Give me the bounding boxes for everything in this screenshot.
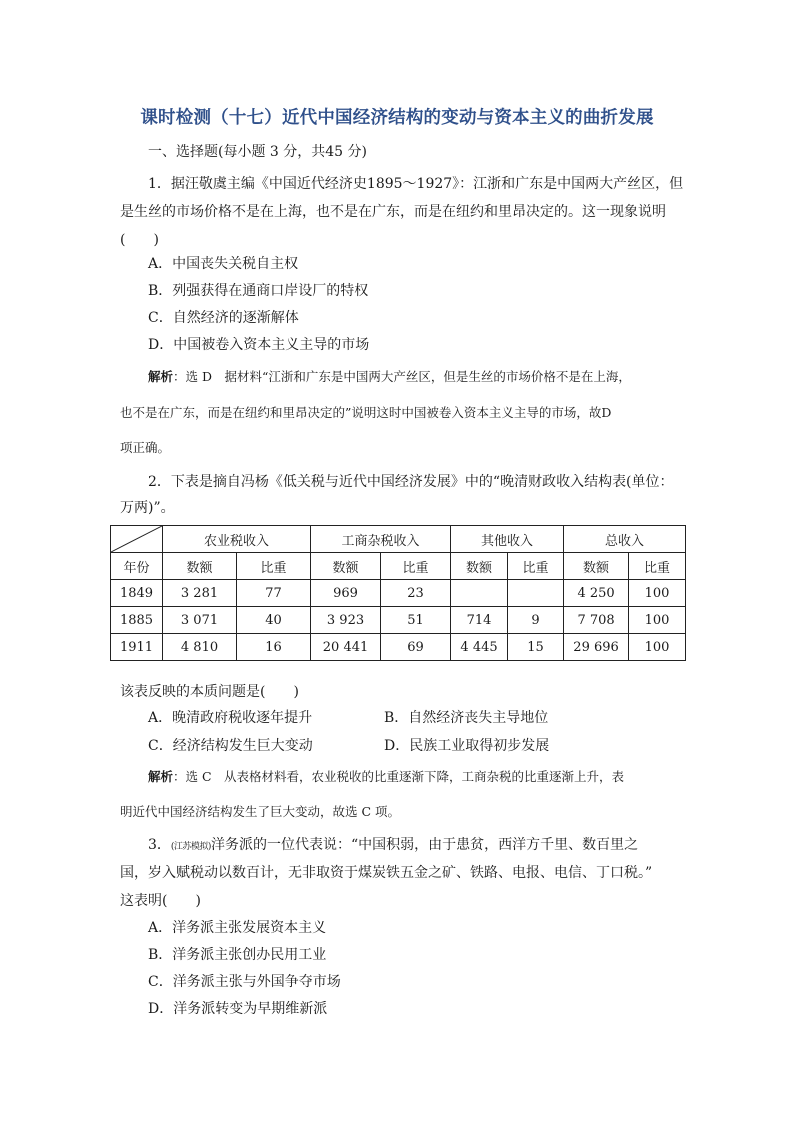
table-cell: 3 071	[163, 607, 237, 634]
q1-option-a: A．中国丧失关税自主权	[148, 256, 299, 272]
q3-option-b: B．洋务派主张创办民用工业	[148, 947, 327, 963]
finance-table	[110, 525, 686, 661]
sub-header: 数额	[163, 553, 237, 580]
q3-stem-line1	[148, 835, 638, 857]
table-cell: 29 696	[564, 634, 629, 661]
q2-option-b: B．自然经济丧失主导地位	[384, 710, 549, 726]
table-cell: 100	[629, 607, 686, 634]
table-cell: 15	[508, 634, 564, 661]
q3-option-c: C．洋务派主张与外国争夺市场	[148, 974, 341, 990]
q2-question: 该表反映的本质问题是( )	[120, 684, 299, 700]
sub-header: 数额	[451, 553, 508, 580]
q3-source-note: (江苏模拟)	[170, 842, 211, 852]
table-corner-cell	[111, 526, 163, 553]
sub-header: 比重	[508, 553, 564, 580]
q3-stem-line3: 这表明( )	[120, 893, 201, 909]
q3-option-a: A．洋务派主张发展资本主义	[148, 920, 327, 936]
table-cell: 51	[381, 607, 451, 634]
table-cell: 23	[381, 580, 451, 607]
table-cell: 100	[629, 634, 686, 661]
group-header: 其他收入	[451, 526, 564, 553]
table-cell: 77	[237, 580, 311, 607]
table-header-row	[111, 526, 686, 553]
q1-analysis-text: ：选 D 据材料“江浙和广东是中国两大产丝区，但是生丝的市场价格不是在上海，	[173, 369, 631, 384]
table-cell: 4 810	[163, 634, 237, 661]
table-cell: 1885	[111, 607, 163, 634]
q2-stem-line1: 2．下表是摘自冯杨《低关税与近代中国经济发展》中的“晚清财政收入结构表(单位：	[148, 474, 674, 490]
q2-stem-line2: 万两)”。	[120, 500, 175, 516]
table-cell	[508, 580, 564, 607]
table-cell: 16	[237, 634, 311, 661]
table-cell: 714	[451, 607, 508, 634]
group-header: 工商杂税收入	[311, 526, 451, 553]
sub-header: 比重	[629, 553, 686, 580]
q2-analysis-text: ：选 C 从表格材料看，农业税收的比重逐渐下降，工商杂税的比重逐渐上升，表	[173, 769, 625, 784]
table-subheader-row	[111, 553, 686, 580]
q3-number: 3．	[148, 837, 171, 853]
table-row	[111, 634, 686, 661]
q1-stem-line2: 是生丝的市场价格不是在上海，也不是在广东，而是在纽约和里昂决定的。这一现象说明	[120, 204, 666, 220]
sub-header: 数额	[311, 553, 381, 580]
group-header: 农业税收入	[163, 526, 311, 553]
q1-analysis-line2: 也不是在广东，而是在纽约和里昂决定的”说明这时中国被卷入资本主义主导的市场，故D	[120, 405, 612, 420]
sub-header: 比重	[381, 553, 451, 580]
q3-stem-text: 洋务派的一位代表说：“中国积弱，由于患贫，西洋方千里、数百里之	[210, 837, 639, 853]
q3-option-d: D．洋务派转变为早期维新派	[148, 1001, 328, 1017]
group-header: 总收入	[564, 526, 686, 553]
q1-option-b: B．列强获得在通商口岸设厂的特权	[148, 283, 369, 299]
sub-header: 数额	[564, 553, 629, 580]
table-cell: 9	[508, 607, 564, 634]
table-row	[111, 580, 686, 607]
q2-analysis-line2: 明近代中国经济结构发生了巨大变动，故选 C 项。	[120, 804, 401, 819]
table-cell: 69	[381, 634, 451, 661]
table-cell: 7 708	[564, 607, 629, 634]
table-cell: 20 441	[311, 634, 381, 661]
table-cell: 4 445	[451, 634, 508, 661]
q1-analysis-label: 解析	[148, 369, 174, 384]
table-row	[111, 607, 686, 634]
table-cell: 3 281	[163, 580, 237, 607]
sub-header: 比重	[237, 553, 311, 580]
q2-option-d: D．民族工业取得初步发展	[384, 738, 550, 754]
q1-stem-line1: 1．据汪敬虞主编《中国近代经济史1895～1927》：江浙和广东是中国两大产丝区，但	[148, 176, 684, 192]
table-cell: 100	[629, 580, 686, 607]
q2-analysis-line1	[148, 767, 624, 787]
q1-analysis-line3: 项正确。	[120, 440, 171, 455]
q1-option-c: C．自然经济的逐渐解体	[148, 310, 299, 326]
table-cell: 1849	[111, 580, 163, 607]
page-title: 课时检测（十七）近代中国经济结构的变动与资本主义的曲折发展	[140, 108, 654, 128]
table-cell: 1911	[111, 634, 163, 661]
section-header: 一、选择题(每小题 3 分，共45 分)	[148, 144, 367, 160]
table-cell	[451, 580, 508, 607]
q1-option-d: D．中国被卷入资本主义主导的市场	[148, 337, 370, 353]
q3-stem-line2: 国，岁入赋税动以数百计，无非取资于煤炭铁五金之矿、铁路、电报、电信、丁口税。”	[120, 865, 653, 881]
table-cell: 4 250	[564, 580, 629, 607]
table-cell: 40	[237, 607, 311, 634]
q2-analysis-label: 解析	[148, 769, 174, 784]
q1-stem-line3: ( )	[120, 232, 159, 248]
table-cell: 3 923	[311, 607, 381, 634]
year-header: 年份	[111, 553, 163, 580]
q2-option-c: C．经济结构发生巨大变动	[148, 738, 313, 754]
q2-option-a: A．晚清政府税收逐年提升	[148, 710, 313, 726]
q1-analysis-line1	[148, 367, 631, 387]
table-cell: 969	[311, 580, 381, 607]
